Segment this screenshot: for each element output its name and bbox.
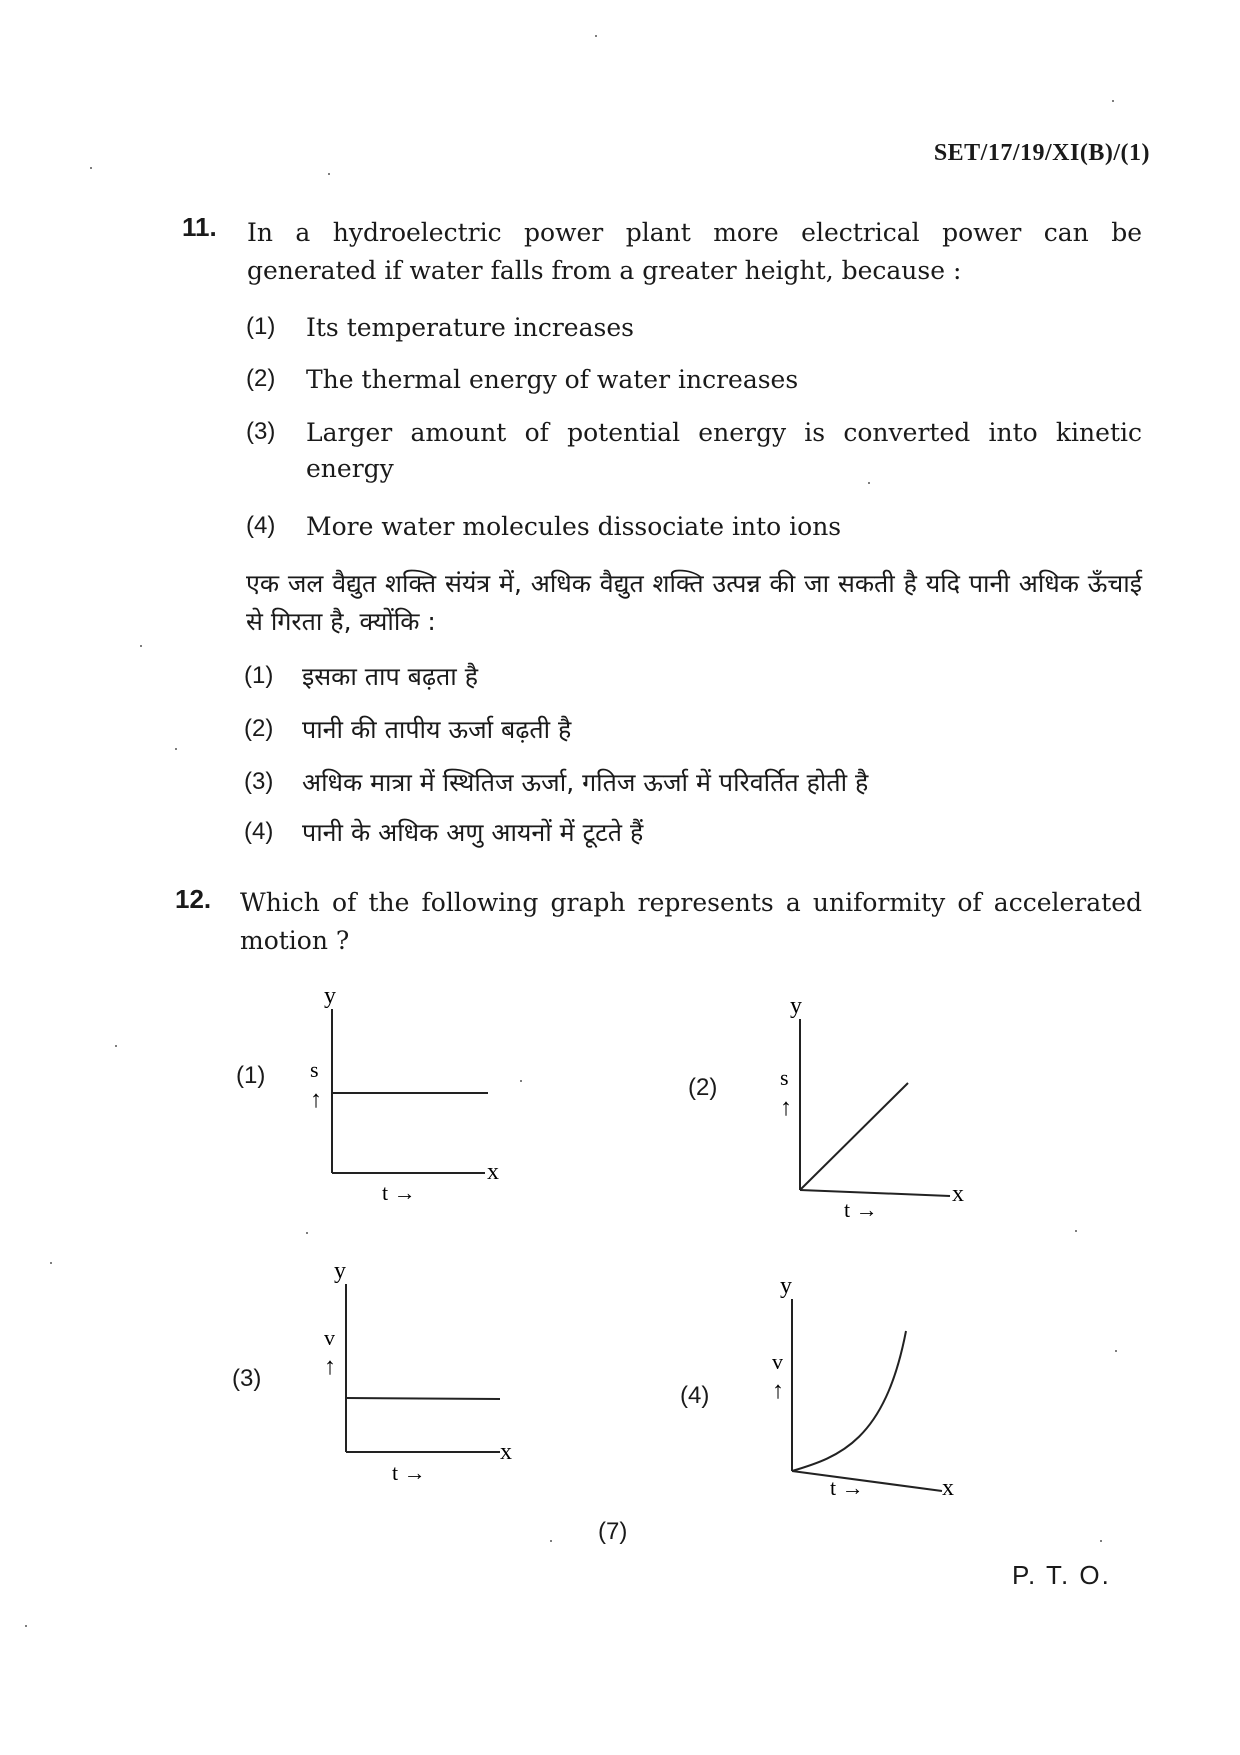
q11-option-2-text: The thermal energy of water increases <box>306 365 799 394</box>
graph-3-v-t <box>310 1250 530 1490</box>
q11-hindi-option-1-number: (1) <box>244 662 274 689</box>
graph-2-y-axis-label: y <box>790 993 802 1019</box>
graph-3-curve <box>346 1398 500 1399</box>
graph-1-quantity-label: s <box>310 1057 319 1082</box>
q11-option-3-text: Larger amount of potential energy is converted into kinetic energy <box>306 418 1142 483</box>
q11-hindi-option-2-text: पानी की तापीय ऊर्जा बढ़ती है <box>302 715 572 744</box>
graph-2-time-label: t → <box>844 1197 878 1222</box>
graph-1-s-t <box>300 975 520 1205</box>
scan-speck <box>328 173 330 175</box>
q11-hindi-option-3-number: (3) <box>244 768 274 795</box>
q11-hindi-option-3-text: अधिक मात्रा में स्थितिज ऊर्जा, गतिज ऊर्जा में परिवर्तित होती है <box>302 768 869 797</box>
graph-1-label: (1) <box>236 1062 266 1089</box>
graph-2-quantity-label: s <box>780 1065 789 1090</box>
graph-4-v-t <box>760 1265 980 1510</box>
scan-speck <box>306 1232 308 1234</box>
scan-speck <box>868 482 870 484</box>
scan-speck <box>90 167 92 169</box>
graph-4-quantity-label: v <box>772 1349 783 1374</box>
graph-2-s-t <box>770 985 990 1225</box>
scan-speck <box>175 748 177 750</box>
page-number: (7) <box>598 1518 628 1545</box>
scan-speck <box>1112 100 1114 102</box>
graph-2-x-axis-label: x <box>952 1181 964 1207</box>
graph-1-time-label: t → <box>382 1180 416 1205</box>
graph-3-label: (3) <box>232 1365 262 1392</box>
scan-speck <box>1075 1230 1077 1232</box>
graph-2-x-axis <box>800 1190 950 1196</box>
graph-4-label: (4) <box>680 1382 710 1409</box>
q11-hindi-option-1-text: इसका ताप बढ़ता है <box>302 662 478 691</box>
scan-speck <box>25 1625 27 1627</box>
graph-4-up-arrow: ↑ <box>772 1378 784 1404</box>
q11-hindi-option-4-number: (4) <box>244 818 274 845</box>
scan-speck <box>550 1540 552 1542</box>
question-11-number: 11. <box>182 212 217 242</box>
q11-hindi-option-4-text: पानी के अधिक अणु आयनों में टूटते हैं <box>302 818 644 847</box>
q11-hindi-option-2-number: (2) <box>244 715 274 742</box>
question-12-text: Which of the following graph represents a uniformity of accelerated motion ? <box>240 888 1142 955</box>
q11-option-3-number: (3) <box>246 418 276 445</box>
scan-speck <box>1100 1540 1102 1542</box>
question-11-hindi-text: एक जल वैद्युत शक्ति संयंत्र में, अधिक वैद्युत शक्ति उत्पन्न की जा सकती है यदि पानी अधिक ऊँचाई से गिरता है, क्योंकि : <box>246 569 1142 636</box>
q11-option-2-number: (2) <box>246 365 276 392</box>
graph-3-y-axis-label: y <box>334 1258 346 1284</box>
q11-option-1-text: Its temperature increases <box>306 313 634 342</box>
graph-1-x-axis-label: x <box>487 1159 499 1185</box>
scan-speck <box>115 1045 117 1047</box>
graph-2-curve <box>800 1083 908 1190</box>
pto-label: P. T. O. <box>1012 1560 1111 1590</box>
graph-4-time-label: t → <box>830 1475 864 1500</box>
graph-4-x-axis-label: x <box>942 1475 954 1501</box>
q11-option-4-text: More water molecules dissociate into ions <box>306 512 842 541</box>
q11-option-4-number: (4) <box>246 512 276 539</box>
scan-speck <box>1115 1350 1117 1352</box>
graph-4-x-axis <box>792 1471 942 1491</box>
graph-3-up-arrow: ↑ <box>324 1354 336 1380</box>
set-code: SET/17/19/XI(B)/(1) <box>933 140 1150 166</box>
q11-option-1-number: (1) <box>246 313 276 340</box>
question-11-text: In a hydroelectric power plant more electrical power can be generated if water falls from a greater height, because : <box>247 218 1142 285</box>
scan-speck <box>520 1080 522 1082</box>
graph-2-up-arrow: ↑ <box>780 1095 792 1121</box>
graph-1-up-arrow: ↑ <box>310 1087 322 1113</box>
scan-speck <box>50 1262 52 1264</box>
scan-speck <box>595 35 597 37</box>
graph-4-curve <box>792 1331 906 1471</box>
graph-3-quantity-label: v <box>324 1325 335 1350</box>
graph-4-y-axis-label: y <box>780 1273 792 1299</box>
graph-2-label: (2) <box>688 1074 718 1101</box>
graph-3-time-label: t → <box>392 1460 426 1485</box>
scan-speck <box>140 645 142 647</box>
graph-1-y-axis-label: y <box>324 983 336 1009</box>
question-12-number: 12. <box>175 884 212 914</box>
graph-3-x-axis-label: x <box>500 1439 512 1465</box>
